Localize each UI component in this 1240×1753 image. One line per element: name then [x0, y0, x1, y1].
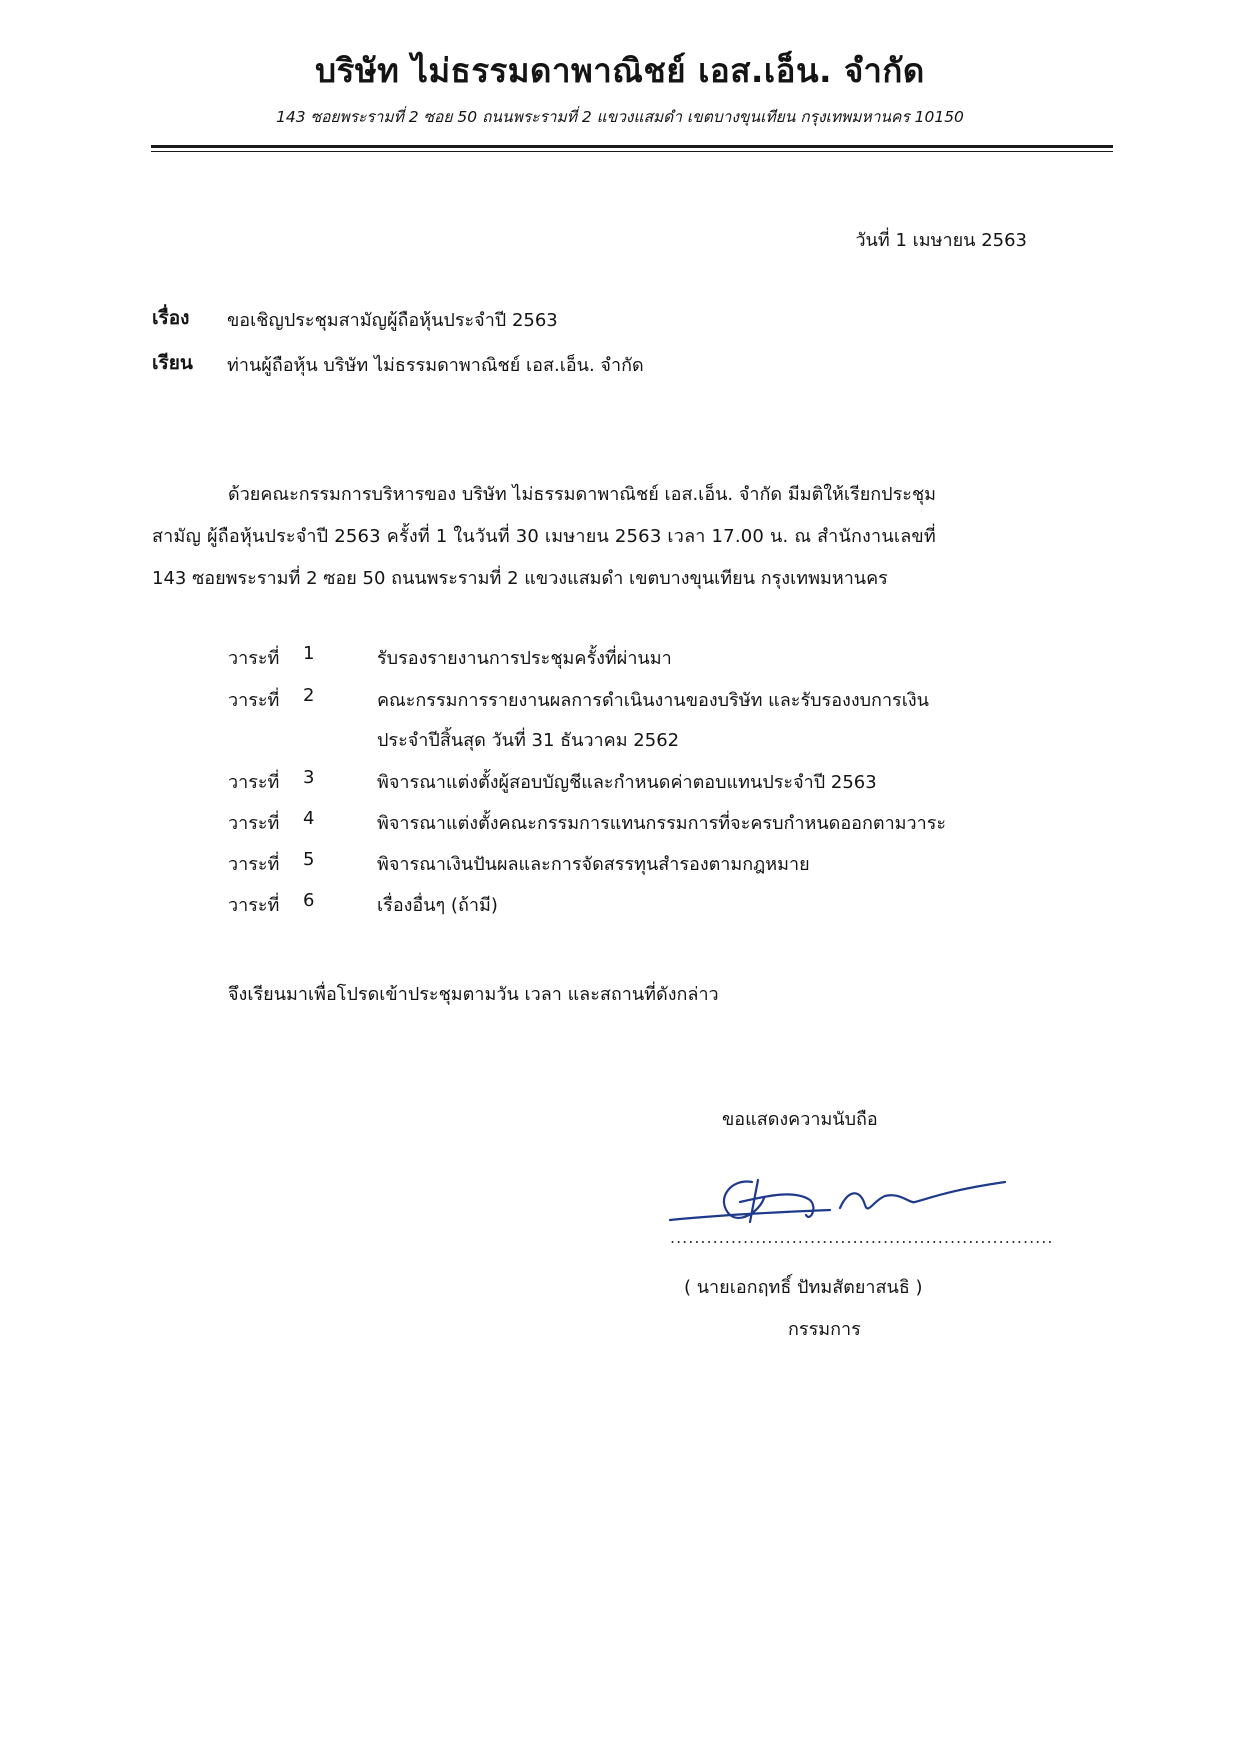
body-paragraph-line-3: 143 ซอยพระรามที่ 2 ซอย 50 ถนนพระรามที่ 2 แขวงแสมดำ เขตบางขุนเทียน กรุงเทพมหานคร: [152, 568, 888, 589]
agenda-item-text: เรื่องอื่นๆ (ถ้ามี): [377, 895, 498, 916]
body-paragraph-line-1: ด้วยคณะกรรมการบริหารของ บริษัท ไม่ธรรมดาพาณิชย์ เอส.เอ็น. จำกัด มีมติให้เรียกประชุม: [228, 484, 937, 505]
body-paragraph-line-2: สามัญ ผู้ถือหุ้นประจำปี 2563 ครั้งที่ 1 ในวันที่ 30 เมษายน 2563 เวลา 17.00 น. ณ สำนักงานเลขที่: [152, 526, 936, 547]
agenda-number: 6: [303, 890, 315, 911]
regards-text: ขอแสดงความนับถือ: [722, 1109, 878, 1130]
company-address: 143 ซอยพระรามที่ 2 ซอย 50 ถนนพระรามที่ 2 แขวงแสมดำ เขตบางขุนเทียน กรุงเทพมหานคร 10150: [276, 108, 964, 126]
agenda-item-text: พิจารณาแต่งตั้งผู้สอบบัญชีและกำหนดค่าตอบแทนประจำปี 2563: [377, 772, 877, 793]
agenda-item-text: รับรองรายงานการประชุมครั้งที่ผ่านมา: [377, 648, 672, 669]
agenda-number: 4: [303, 808, 315, 829]
agenda-number: 1: [303, 643, 315, 664]
closing-sentence: จึงเรียนมาเพื่อโปรดเข้าประชุมตามวัน เวลา และสถานที่ดังกล่าว: [228, 984, 719, 1005]
letter-date: วันที่ 1 เมษายน 2563: [855, 230, 1027, 251]
agenda-label: วาระที่: [228, 854, 280, 875]
agenda-number: 2: [303, 685, 315, 706]
agenda-label: วาระที่: [228, 690, 280, 711]
agenda-label: วาระที่: [228, 895, 280, 916]
letterhead-divider-thick: [151, 145, 1113, 148]
signature-dotted-line: ...............................................................: [670, 1228, 1054, 1247]
recipient-text: ท่านผู้ถือหุ้น บริษัท ไม่ธรรมดาพาณิชย์ เอส.เอ็น. จำกัด: [227, 355, 644, 376]
signatory-name: ( นายเอกฤทธิ์ ปัทมสัตยาสนธิ ): [684, 1277, 923, 1298]
agenda-item-text-continued: ประจำปีสิ้นสุด วันที่ 31 ธันวาคม 2562: [377, 730, 680, 751]
signatory-title: กรรมการ: [788, 1319, 861, 1340]
company-name: บริษัท ไม่ธรรมดาพาณิชย์ เอส.เอ็น. จำกัด: [315, 51, 925, 90]
agenda-item-text: คณะกรรมการรายงานผลการดำเนินงานของบริษัท และรับรองงบการเงิน: [377, 690, 929, 711]
agenda-label: วาระที่: [228, 648, 280, 669]
subject-label: เรื่อง: [152, 307, 190, 329]
agenda-item-text: พิจารณาเงินปันผลและการจัดสรรทุนสำรองตามกฎหมาย: [377, 854, 810, 875]
recipient-label: เรียน: [152, 352, 193, 374]
agenda-label: วาระที่: [228, 772, 280, 793]
agenda-label: วาระที่: [228, 813, 280, 834]
letterhead-divider-thin: [151, 151, 1113, 152]
agenda-item-text: พิจารณาแต่งตั้งคณะกรรมการแทนกรรมการที่จะครบกำหนดออกตามวาระ: [377, 813, 947, 834]
agenda-number: 5: [303, 849, 315, 870]
agenda-number: 3: [303, 767, 315, 788]
subject-text: ขอเชิญประชุมสามัญผู้ถือหุ้นประจำปี 2563: [227, 310, 558, 331]
